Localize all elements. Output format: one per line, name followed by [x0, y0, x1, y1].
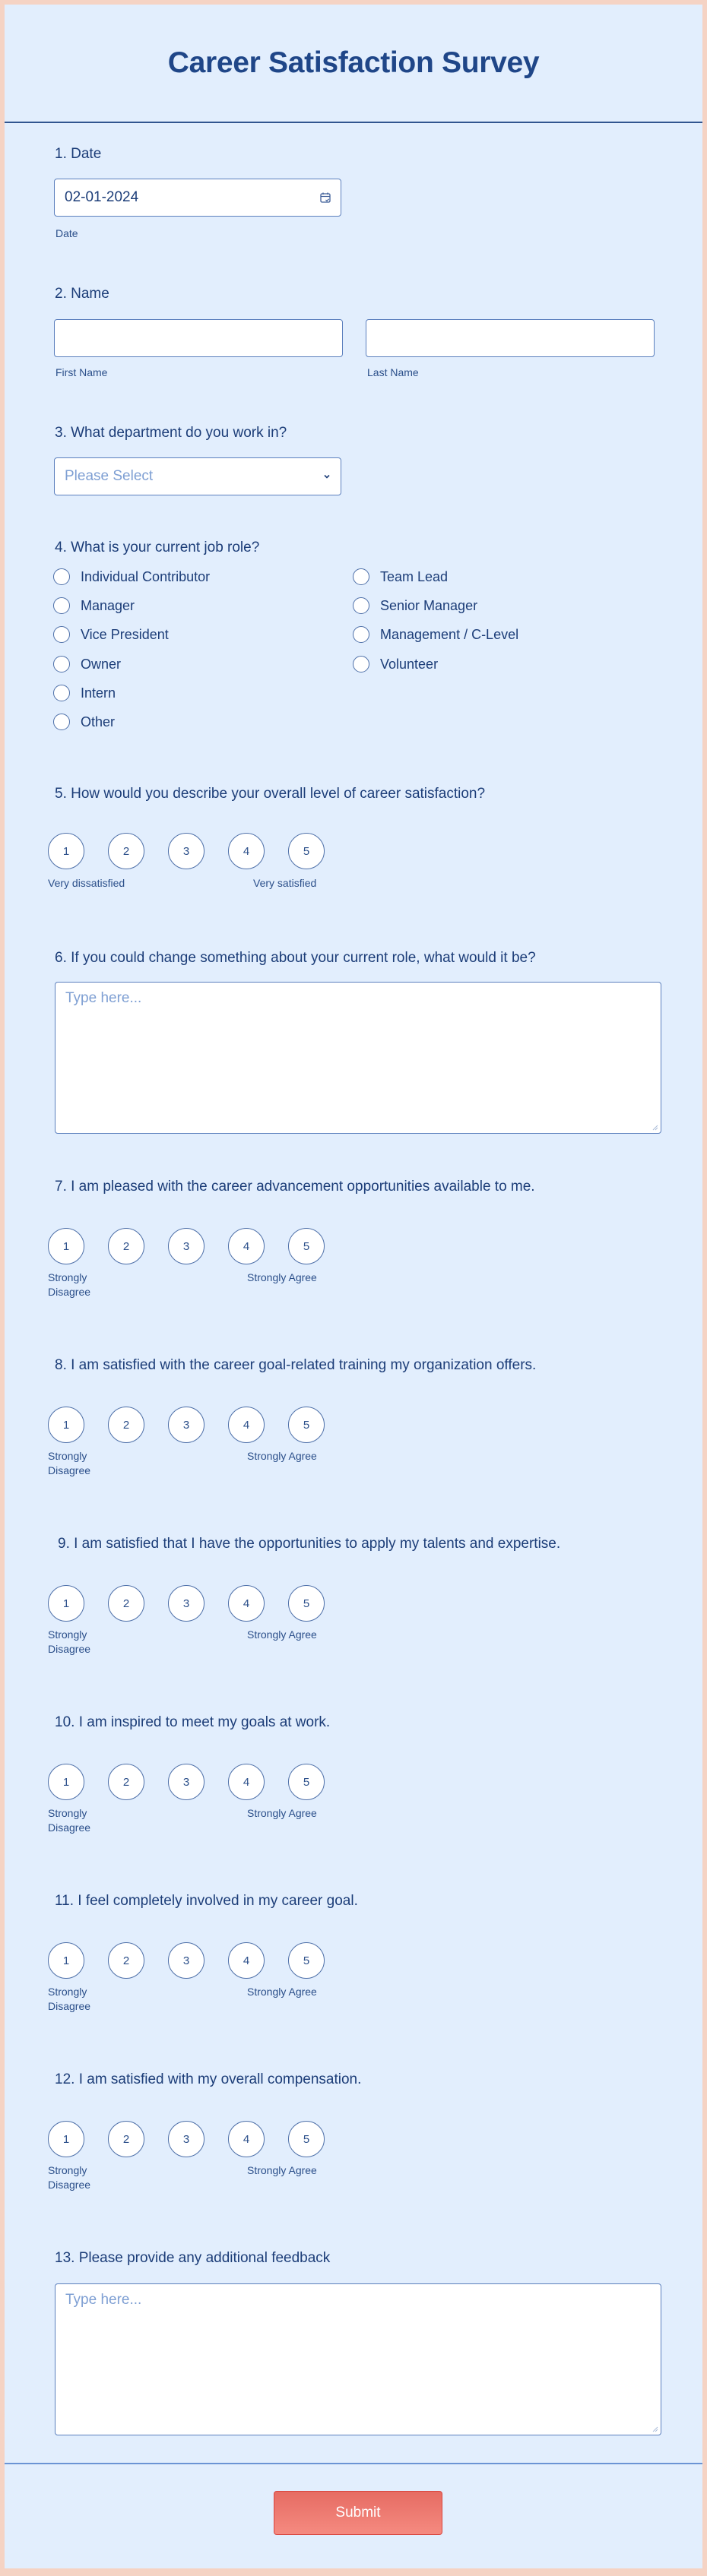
scale-option-5[interactable]: 5 [288, 1228, 325, 1264]
question-date-label: 1. Date [55, 146, 102, 162]
scale-option-1[interactable]: 1 [48, 833, 84, 869]
advancement-scale [48, 1228, 348, 1264]
scale-option-2[interactable]: 2 [108, 1228, 144, 1264]
scale-high-label: Strongly Agree [247, 1450, 317, 1462]
inspired-scale [48, 1764, 348, 1800]
scale-low-label [48, 1271, 90, 1299]
scale-option-1[interactable]: 1 [48, 1764, 84, 1800]
scale-low-label-line2: Disagree [48, 1464, 91, 1476]
radio-option-other[interactable] [53, 714, 115, 730]
scale-low-label-line1: Strongly [48, 2164, 87, 2176]
scale-option-1[interactable]: 1 [48, 1407, 84, 1443]
question-job-role-label: 4. What is your current job role? [55, 540, 260, 555]
date-sublabel: Date [55, 227, 78, 239]
radio-label: Owner [81, 656, 122, 672]
scale-option-3[interactable]: 3 [168, 833, 204, 869]
question-advancement-label: 7. I am pleased with the career advancement opportunities available to me. [55, 1179, 535, 1195]
scale-option-5[interactable]: 5 [288, 1407, 325, 1443]
radio-option-individual-contributor[interactable] [53, 568, 210, 585]
radio-button[interactable] [353, 568, 369, 585]
scale-option-3[interactable]: 3 [168, 1585, 204, 1622]
scale-option-2[interactable]: 2 [108, 2121, 144, 2157]
department-placeholder: Please Select [65, 468, 154, 484]
talents-scale [48, 1585, 348, 1622]
resize-grip-icon[interactable] [652, 2426, 658, 2432]
scale-high-label: Strongly Agree [247, 1628, 317, 1641]
scale-low-label-line2: Disagree [48, 1643, 91, 1655]
scale-option-3[interactable]: 3 [168, 1228, 204, 1264]
textarea-placeholder: Type here... [65, 2292, 142, 2308]
scale-option-4[interactable]: 4 [228, 2121, 265, 2157]
scale-low-label-line2: Disagree [48, 2179, 91, 2191]
scale-option-2[interactable]: 2 [108, 833, 144, 869]
scale-option-5[interactable]: 5 [288, 1942, 325, 1979]
calendar-icon[interactable] [319, 191, 331, 204]
radio-button[interactable] [53, 626, 70, 643]
radio-label: Volunteer [380, 656, 439, 672]
radio-button[interactable] [53, 597, 70, 614]
question-training-label: 8. I am satisfied with the career goal-related training my organization offers. [55, 1357, 537, 1373]
compensation-scale [48, 2121, 348, 2157]
question-feedback-label: 13. Please provide any additional feedback [55, 2250, 331, 2266]
radio-button[interactable] [353, 626, 369, 643]
scale-low-label-line2: Disagree [48, 1286, 91, 1298]
scale-option-1[interactable]: 1 [48, 1585, 84, 1622]
radio-option-management-c-level[interactable] [353, 626, 518, 643]
scale-option-2[interactable]: 2 [108, 1942, 144, 1979]
radio-option-manager[interactable] [53, 597, 135, 614]
scale-option-1[interactable]: 1 [48, 1942, 84, 1979]
scale-option-3[interactable]: 3 [168, 1942, 204, 1979]
scale-option-5[interactable]: 5 [288, 1764, 325, 1800]
scale-option-3[interactable]: 3 [168, 1764, 204, 1800]
radio-button[interactable] [53, 568, 70, 585]
radio-button[interactable] [53, 685, 70, 701]
date-value: 02-01-2024 [65, 189, 139, 205]
feedback-textarea[interactable] [55, 2283, 661, 2435]
radio-label: Management / C-Level [380, 626, 519, 642]
first-name-sublabel: First Name [55, 366, 108, 378]
scale-low-label-line1: Strongly [48, 1271, 87, 1283]
radio-option-intern[interactable] [53, 685, 116, 701]
scale-high-label: Strongly Agree [247, 1807, 317, 1819]
scale-option-2[interactable]: 2 [108, 1764, 144, 1800]
scale-option-2[interactable]: 2 [108, 1585, 144, 1622]
scale-option-4[interactable]: 4 [228, 1764, 265, 1800]
scale-low-label [48, 1449, 90, 1478]
scale-low-label [48, 1628, 90, 1657]
change-role-textarea[interactable] [55, 982, 661, 1134]
question-involved-label: 11. I feel completely involved in my career goal. [55, 1893, 358, 1909]
scale-low-label-line2: Disagree [48, 2000, 91, 2012]
scale-low-label-line2: Disagree [48, 1821, 91, 1834]
scale-option-3[interactable]: 3 [168, 2121, 204, 2157]
radio-label: Other [81, 714, 116, 729]
scale-low-label: Very dissatisfied [48, 877, 125, 889]
first-name-input[interactable] [54, 319, 343, 357]
scale-option-4[interactable]: 4 [228, 833, 265, 869]
question-satisfaction-label: 5. How would you describe your overall level of career satisfaction? [55, 786, 486, 802]
scale-low-label-line1: Strongly [48, 1807, 87, 1819]
radio-label: Senior Manager [380, 597, 478, 613]
satisfaction-scale [48, 833, 348, 869]
question-name-label: 2. Name [55, 286, 109, 302]
scale-low-label [48, 1985, 90, 2014]
last-name-input[interactable] [366, 319, 655, 357]
question-change-role-label: 6. If you could change something about your current role, what would it be? [55, 950, 536, 966]
radio-label: Team Lead [380, 568, 449, 584]
form-title: Career Satisfaction Survey [167, 46, 540, 79]
last-name-sublabel: Last Name [367, 366, 419, 378]
form-card [5, 5, 702, 2568]
radio-label: Intern [81, 685, 116, 701]
scale-option-4[interactable]: 4 [228, 1228, 265, 1264]
scale-low-label [48, 1806, 90, 1835]
department-select[interactable] [54, 457, 341, 495]
radio-button[interactable] [53, 656, 70, 672]
involved-scale [48, 1942, 348, 1979]
radio-button[interactable] [353, 656, 369, 672]
textarea-placeholder: Type here... [65, 990, 142, 1006]
scale-low-label [48, 2163, 90, 2192]
scale-option-4[interactable]: 4 [228, 1407, 265, 1443]
scale-low-label-line1: Strongly [48, 1450, 87, 1462]
scale-option-1[interactable]: 1 [48, 2121, 84, 2157]
resize-grip-icon[interactable] [652, 1125, 658, 1131]
question-department-label: 3. What department do you work in? [55, 425, 287, 441]
question-inspired-label: 10. I am inspired to meet my goals at work. [55, 1714, 331, 1730]
chevron-down-icon [322, 472, 331, 481]
submit-button[interactable]: Submit [274, 2491, 442, 2535]
question-talents-label: 9. I am satisfied that I have the opportunities to apply my talents and expertise. [58, 1536, 561, 1552]
radio-option-volunteer[interactable] [353, 656, 438, 672]
scale-option-4[interactable]: 4 [228, 1585, 265, 1622]
radio-option-senior-manager[interactable] [353, 597, 477, 614]
scale-high-label: Strongly Agree [247, 1271, 317, 1283]
radio-label: Individual Contributor [81, 568, 211, 584]
radio-button[interactable] [53, 714, 70, 730]
scale-high-label: Strongly Agree [247, 1986, 317, 1998]
radio-label: Vice President [81, 626, 169, 642]
footer-divider [5, 2463, 702, 2464]
scale-option-5[interactable]: 5 [288, 2121, 325, 2157]
scale-low-label-line1: Strongly [48, 1628, 87, 1641]
radio-button[interactable] [353, 597, 369, 614]
scale-option-4[interactable]: 4 [228, 1942, 265, 1979]
scale-low-label-line1: Strongly [48, 1986, 87, 1998]
radio-label: Manager [81, 597, 135, 613]
training-scale [48, 1407, 348, 1443]
radio-option-team-lead[interactable] [353, 568, 448, 585]
scale-option-5[interactable]: 5 [288, 1585, 325, 1622]
date-input[interactable] [54, 179, 341, 217]
scale-high-label: Strongly Agree [247, 2164, 317, 2176]
scale-option-2[interactable]: 2 [108, 1407, 144, 1443]
question-compensation-label: 12. I am satisfied with my overall compensation. [55, 2071, 362, 2087]
radio-option-owner[interactable] [53, 656, 121, 672]
scale-high-label: Very satisfied [253, 877, 317, 889]
scale-option-1[interactable]: 1 [48, 1228, 84, 1264]
form-header [5, 5, 702, 123]
scale-option-5[interactable]: 5 [288, 833, 325, 869]
scale-option-3[interactable]: 3 [168, 1407, 204, 1443]
radio-option-vice-president[interactable] [53, 626, 169, 643]
